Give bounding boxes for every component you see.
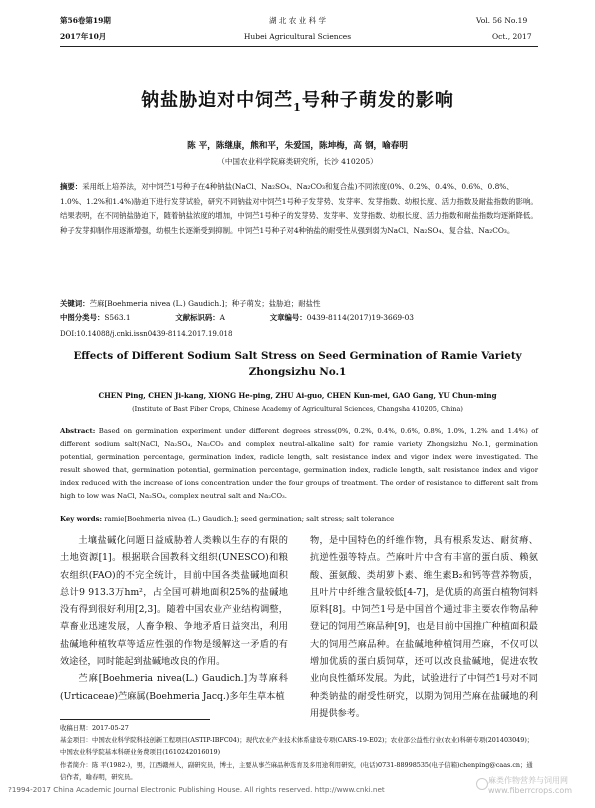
copyright-bar: ?1994-2017 China Academic Journal Electronic Publishing House. All rights reserved. http://www.cnki.net	[8, 785, 385, 794]
title-en-line-1: Effects of Different Sodium Salt Stress on Seed Germination of Ramie Variety	[73, 350, 522, 362]
watermark-text: 麻类作物营养与饲用网 www.fiberrcrops.com	[488, 776, 573, 795]
clc-value: S563.1	[104, 313, 131, 322]
authors-cn: 陈 平，陈继康，熊和平，朱爱国，陈坤梅，高 钢，喻春明	[187, 141, 408, 151]
abstract-cn	[60, 180, 538, 238]
affiliation-cn: （中国农业科学院麻类研究所，长沙 410205）	[217, 157, 378, 166]
classification-line	[60, 311, 538, 326]
title-cn-tail: 号种子萌发的影响	[301, 90, 454, 111]
issue-date: Oct., 2017	[492, 32, 532, 41]
abstract-en	[60, 425, 538, 503]
body-column-right	[310, 532, 538, 722]
keywords-cn	[60, 297, 538, 312]
watermark-seal-icon	[476, 778, 488, 790]
article-number-value: 0439-8114(2017)19-3669-03	[306, 313, 415, 322]
doc-code-label: 文献标识码：	[175, 313, 220, 322]
issue-line-2: 2017年10月	[60, 32, 107, 41]
title-cn-number: 1	[293, 101, 302, 114]
journal-name-en: Hubei Agricultural Sciences	[243, 32, 352, 41]
keywords-en-label: Key words:	[60, 515, 103, 523]
keywords-en	[60, 513, 538, 526]
abstract-cn-label: 摘要：	[60, 182, 83, 191]
footnote-rule	[60, 719, 210, 720]
keywords-cn-text: 苎麻[Boehmeria nivea (L.) Gaudich.]；种子萌发；盐胁迫；耐盐性	[89, 299, 321, 308]
keywords-en-text: ramie[Boehmeria nivea (L.) Gaudich.]; seed germination; salt stress; salt tolerance	[104, 515, 395, 523]
affiliation-en: (Institute of Bast Fiber Crops, Chinese Academy of Agricultural Sciences, Changsha 410205, China)	[132, 405, 463, 413]
abstract-en-text: Based on germination experiment under different degrees stress(0%, 0.2%, 0.4%, 0.6%, 0.8%, 1.0%, 1.2% and 1.4%) of different sodium salt(NaCl, Na₂SO₄, Na₂CO₃ and complex neutral-alkaline salt) for ramie variety Zhongsizhu No.1, germination potential, germination percentage, germination index, radicle length, salt resistance index and vigor index were investigated. The result showed that, germination potential, germination percentage, germination index, radicle length, salt resistance index and vigor index reduced with the increase of ions concentration under the four groups of treatment. The order of resistance to different salt from high to low was NaCl, Na₂SO₄, complex neutral salt and Na₂CO₃.	[60, 427, 538, 500]
doc-code-value: A	[219, 313, 226, 322]
body-column-left	[60, 532, 288, 705]
authors-en: CHEN Ping, CHEN Ji-kang, XIONG He-ping, ZHU Ai-guo, CHEN Kun-mei, GAO Gang, YU Chun-ming	[98, 391, 497, 400]
article-number-label: 文章编号：	[269, 313, 307, 322]
volume-number: Vol. 56 No.19	[476, 16, 528, 25]
title-cn-main: 钠盐胁迫对中饲苎	[141, 90, 294, 111]
title-en-line-2: Zhongsizhu No.1	[248, 366, 347, 378]
issue-line-1: 第56卷第19期	[60, 16, 111, 25]
keywords-cn-label: 关键词：	[60, 299, 90, 308]
title-cn	[0, 86, 595, 112]
footnote-received: 收稿日期：2017-05-27	[60, 724, 129, 732]
footnote-author: 作者简介：陈 平(1982-)，男，江西赣州人，副研究员，博士，主要从事苎麻品种选育及多用途利用研究，(电话)0731-88998535(电子信箱)chenping@caas.cn；通信作者，喻春明，研究员。	[60, 760, 533, 781]
body-paragraph: 土壤盐碱化问题日益威胁着人类赖以生存的有限的土地资源[1]。根据联合国教科文组织(UNESCO)和粮农组织(FAO)的不完全统计，目前中国各类盐碱地面积总计9 913.3万hm²，占全国可耕地面积25%的盐碱地没有得到很好利用[2,3]。随着中国农业产业结构调整，草畜业迅速发展，人畜争粮、争地矛盾日益突出，利用盐碱地种植牧草等适应性强的作物是缓解这一矛盾的有效途径，同时能起到盐碱地改良的作用。	[60, 535, 288, 668]
footnote	[60, 722, 538, 783]
abstract-en-label: Abstract:	[60, 427, 96, 435]
footnote-fund: 基金项目：中国农业科学院科技创新工程项目(ASTIP-IBFC04)；现代农业产业技术体系建设专项(CARS-19-E02)；农业部公益性行业(农业)科研专项(201403049)；中国农业科学院基本科研业务费项目(1610242016019)	[60, 736, 534, 757]
abstract-cn-text: 采用纸上培养法，对中饲苎1号种子在4种钠盐(NaCl、Na₂SO₄、Na₂CO₃和复合盐)不同浓度(0%、0.2%、0.4%、0.6%、0.8%、1.0%、1.2%和1.4%)胁迫下进行发芽试验，研究不同钠盐对中饲苎1号种子发芽势、发芽率、发芽指数、幼根长度、活力指数及耐盐指数的影响。结果表明，在不同钠盐胁迫下，随着钠盐浓度的增加，中饲苎1号种子的发芽势、发芽率、发芽指数、幼根长度、活力指数和耐盐指数均逐渐降低。种子发芽抑制作用逐渐增强，幼根生长逐渐受到抑制。中饲苎1号种子对4种钠盐的耐受性从强到弱为NaCl、Na₂SO₄、复合盐、Na₂CO₃。	[60, 182, 538, 235]
body-paragraph: 苎麻[Boehmeria nivea(L.) Gaudich.]为荨麻科(Urticaceae)苎麻属(Boehmeria Jacq.)多年生草本植	[60, 673, 288, 702]
doi: DOI:10.14088/j.cnki.issn0439-8114.2017.19.018	[60, 330, 233, 338]
header-rule	[60, 46, 538, 47]
journal-name-cn: 湖 北 农 业 科 学	[269, 16, 326, 25]
clc-label: 中图分类号：	[60, 313, 105, 322]
body-paragraph: 物，是中国特色的纤维作物，具有根系发达、耐贫瘠、抗逆性强等特点。苎麻叶片中含有丰富的蛋白质、赖氨酸、蛋氨酸、类胡萝卜素、维生素B₂和钙等营养物质，且叶片中纤维含量较低[4-7]，是优质的高蛋白植物饲料原料[8]。中饲苎1号是中国首个通过非主要农作物品种登记的饲用苎麻品种[9]，也是目前中国推广种植面积最大的饲用苎麻品种。在盐碱地种植饲用苎麻，不仅可以增加优质的蛋白质饲草，还可以改良盐碱地，促进农牧业向良性循环发展。为此，试验进行了中饲苎1号对不同种类钠盐的耐受性研究，以期为饲用苎麻在盐碱地的利用提供参考。	[310, 535, 538, 719]
